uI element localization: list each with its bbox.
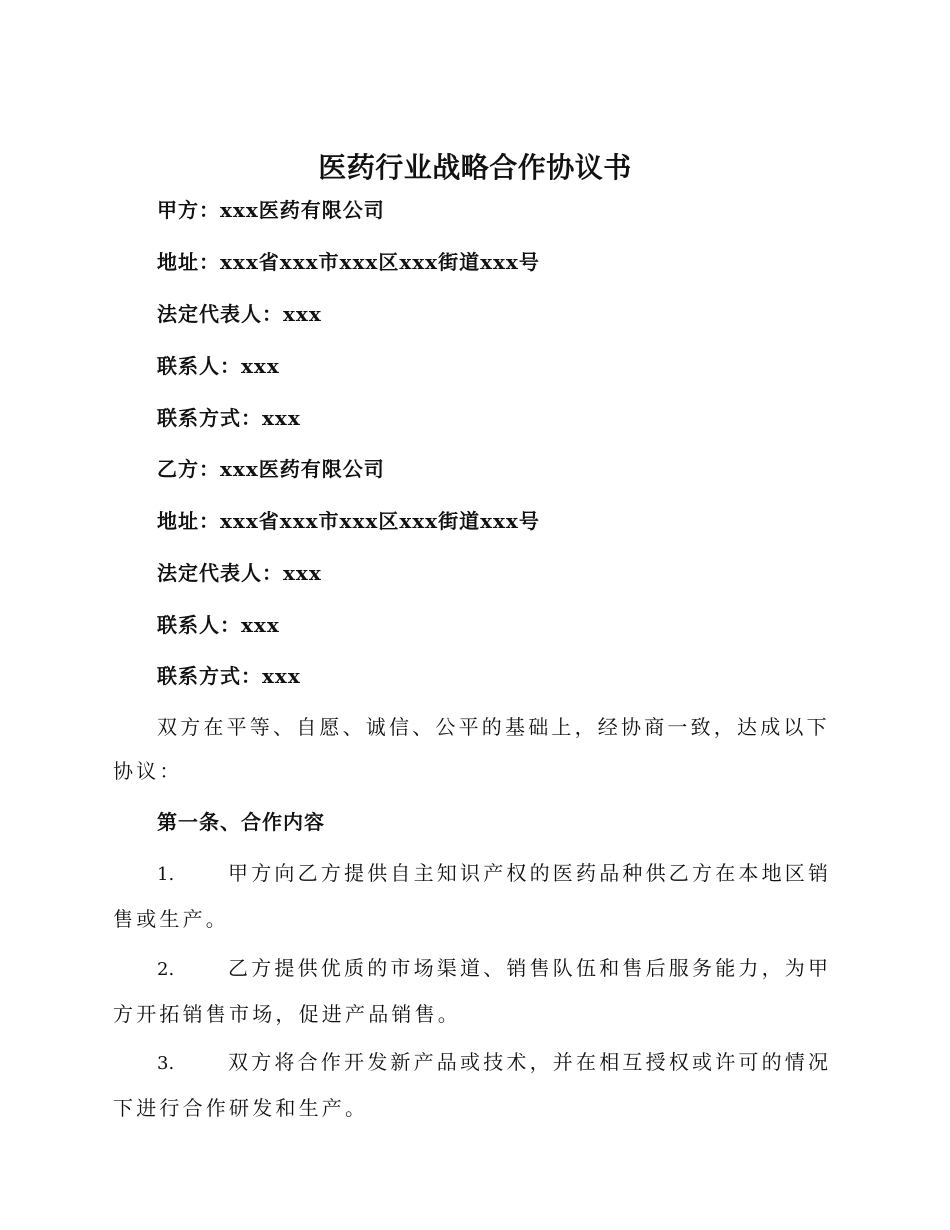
party-a-legal-rep: 法定代表人：xxx: [157, 302, 322, 326]
party-a-name: 甲方：xxx医药有限公司: [157, 198, 385, 222]
article-1-item: [113, 946, 833, 1036]
item-number: 3.: [157, 1053, 175, 1074]
article-1-item: [113, 851, 833, 941]
party-b-contact-info: 联系方式：xxx: [157, 664, 301, 688]
party-b-contact-person: 联系人：xxx: [157, 613, 280, 637]
party-b-name: 乙方：xxx医药有限公司: [157, 457, 385, 481]
item-number: 2.: [157, 959, 175, 980]
document-title: 医药行业战略合作协议书: [318, 151, 632, 184]
item-text: 甲方向乙方提供自主知识产权的医药品种供乙方在本地区销售或生产。: [113, 861, 832, 931]
party-a-address: 地址：xxx省xxx市xxx区xxx街道xxx号: [157, 250, 540, 274]
party-b-address: 地址：xxx省xxx市xxx区xxx街道xxx号: [157, 509, 540, 533]
intro-text: 双方在平等、自愿、诚信、公平的基础上，经协商一致，达成以下协议：: [113, 715, 830, 783]
party-a-contact-person: 联系人：xxx: [157, 354, 280, 378]
party-b-legal-rep: 法定代表人：xxx: [157, 561, 322, 585]
item-text: 乙方提供优质的市场渠道、销售队伍和售后服务能力，为甲方开拓销售市场，促进产品销售。: [113, 956, 832, 1026]
item-number: 1.: [157, 864, 175, 885]
intro-paragraph: [113, 705, 833, 793]
item-text: 双方将合作开发新产品或技术，并在相互授权或许可的情况下进行合作研发和生产。: [113, 1050, 832, 1120]
article-1-item: [113, 1040, 833, 1130]
article-1-heading: 第一条、合作内容: [157, 810, 325, 834]
party-a-contact-info: 联系方式：xxx: [157, 406, 301, 430]
